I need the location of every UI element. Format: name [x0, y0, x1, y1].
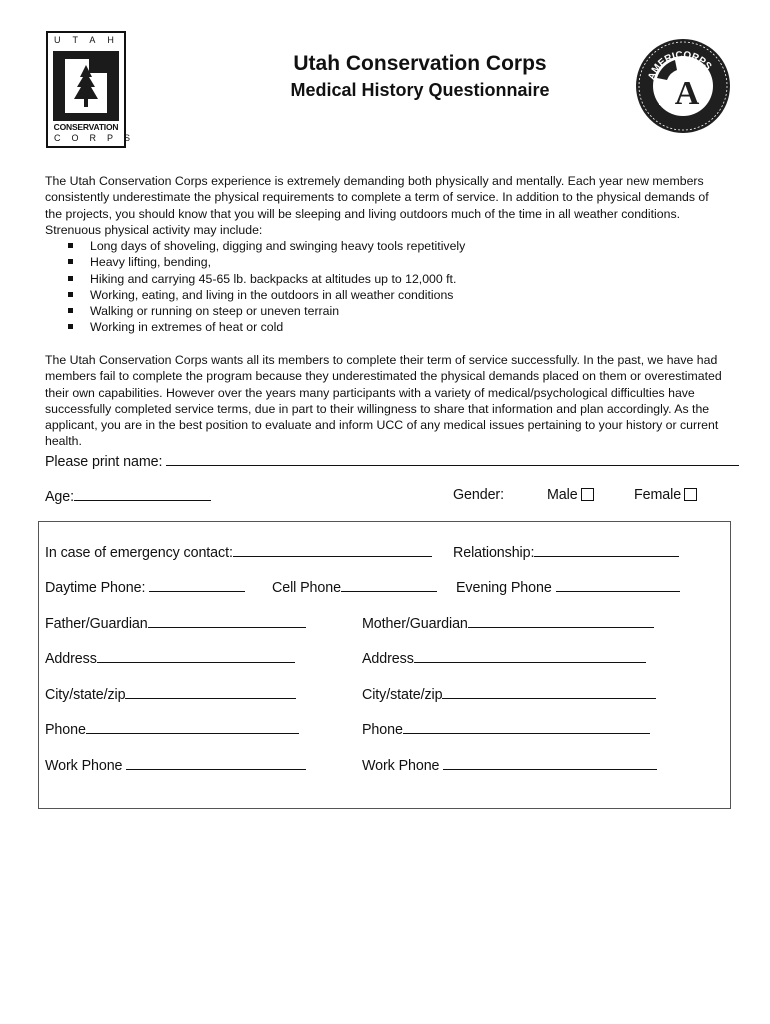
relationship-field[interactable] [534, 543, 679, 557]
bullet-icon [68, 243, 73, 248]
closing-paragraph: The Utah Conservation Corps wants all its members to complete their term of service successfully. In the past, we have had members fail to complete the program because they underestimated the physical demands placed on them or overestimated their own capabilities. However over the years many participants with a variety of medical/psychological difficulties have successfully completed service terms, due in part to their willingness to share that information and plan accordingly. As the applicant, you are in the best position to evaluate and inform UCC of any medical issues pertaining to your history or current health. [45, 353, 722, 449]
daytime-phone-row [45, 578, 245, 596]
intro-paragraph: The Utah Conservation Corps experience is extremely demanding both physically and mentally. Each year new members consistently underestimate the physical requirements to complete a term of service. In addition to the physical demands of the projects, you should know that you will be sleeping and living outdoors much of the time in all weather conditions. Strenuous physical activity may include: [45, 174, 709, 237]
bullet-icon [68, 292, 73, 297]
address-right-label: Address [362, 651, 414, 667]
city-right-label: City/state/zip [362, 687, 443, 703]
logo-top-text: UTAH [54, 35, 126, 45]
relationship-row [453, 543, 679, 561]
bullet-icon [68, 276, 73, 281]
evening-phone-row [456, 578, 680, 596]
bullet-icon [68, 259, 73, 264]
address-left-label: Address [45, 651, 97, 667]
phone-left-field[interactable] [86, 720, 299, 734]
emergency-contact-row [45, 543, 432, 561]
male-option [547, 487, 594, 503]
relationship-label: Relationship: [453, 545, 535, 561]
emergency-contact-field[interactable] [233, 543, 432, 557]
city-left-row [45, 685, 296, 703]
ucc-logo [46, 31, 142, 148]
print-name-row [45, 452, 739, 470]
utah-tree-graphic [53, 51, 119, 121]
city-left-label: City/state/zip [45, 687, 126, 703]
list-item: Working, eating, and living in the outdoors in all weather conditions [68, 287, 465, 303]
work-phone-right-field[interactable] [443, 756, 657, 770]
gender-label: Gender: [453, 487, 504, 503]
phone-left-label: Phone [45, 722, 86, 738]
logo-conservation-text: CONSERVATION [53, 122, 119, 132]
cell-phone-row [272, 578, 437, 596]
list-item: Long days of shoveling, digging and swinging heavy tools repetitively [68, 238, 465, 254]
daytime-phone-label: Daytime Phone: [45, 580, 146, 596]
age-label: Age: [45, 489, 75, 505]
female-option [634, 487, 697, 503]
phone-right-row [362, 720, 650, 738]
phone-right-field[interactable] [403, 720, 650, 734]
bullet-icon [68, 324, 73, 329]
father-guardian-label: Father/Guardian [45, 616, 148, 632]
evening-phone-field[interactable] [556, 578, 680, 592]
print-name-field[interactable] [166, 452, 739, 466]
work-phone-left-label: Work Phone [45, 758, 123, 774]
daytime-phone-field[interactable] [149, 578, 245, 592]
page-subtitle: Medical History Questionnaire [290, 80, 550, 100]
print-name-label: Please print name: [45, 454, 163, 470]
americorps-seal [635, 38, 731, 134]
city-right-row [362, 685, 656, 703]
male-checkbox[interactable] [581, 488, 594, 501]
list-item: Hiking and carrying 45-65 lb. backpacks at altitudes up to 12,000 ft. [68, 271, 465, 287]
evening-phone-label: Evening Phone [456, 580, 552, 596]
activity-list [68, 238, 465, 336]
work-phone-right-label: Work Phone [362, 758, 440, 774]
age-row [45, 487, 211, 505]
cell-phone-field[interactable] [341, 578, 437, 592]
female-label: Female [634, 487, 682, 503]
city-left-field[interactable] [125, 685, 296, 699]
mother-guardian-field[interactable] [468, 614, 654, 628]
work-phone-left-field[interactable] [126, 756, 306, 770]
mother-guardian-label: Mother/Guardian [362, 616, 468, 632]
work-phone-right-row [362, 756, 657, 774]
cell-phone-label: Cell Phone [272, 580, 341, 596]
work-phone-left-row [45, 756, 306, 774]
list-item: Heavy lifting, bending, [68, 254, 465, 270]
list-item: Working in extremes of heat or cold [68, 319, 465, 335]
father-guardian-field[interactable] [148, 614, 306, 628]
bullet-icon [68, 308, 73, 313]
city-right-field[interactable] [442, 685, 656, 699]
male-label: Male [547, 487, 578, 503]
list-item: Walking or running on steep or uneven terrain [68, 303, 465, 319]
phone-right-label: Phone [362, 722, 403, 738]
emergency-contact-label: In case of emergency contact: [45, 545, 233, 561]
age-field[interactable] [74, 487, 211, 501]
phone-left-row [45, 720, 299, 738]
page-title: Utah Conservation Corps [293, 52, 547, 75]
address-right-field[interactable] [414, 649, 646, 663]
americorps-letter: A [674, 75, 700, 112]
female-checkbox[interactable] [684, 488, 697, 501]
logo-corps-text: CORPS [54, 133, 142, 143]
father-guardian-row [45, 614, 306, 632]
mother-guardian-row [362, 614, 654, 632]
americorps-arc-text: AMERICORPS [646, 49, 714, 82]
address-left-row [45, 649, 295, 667]
address-right-row [362, 649, 646, 667]
address-left-field[interactable] [97, 649, 295, 663]
